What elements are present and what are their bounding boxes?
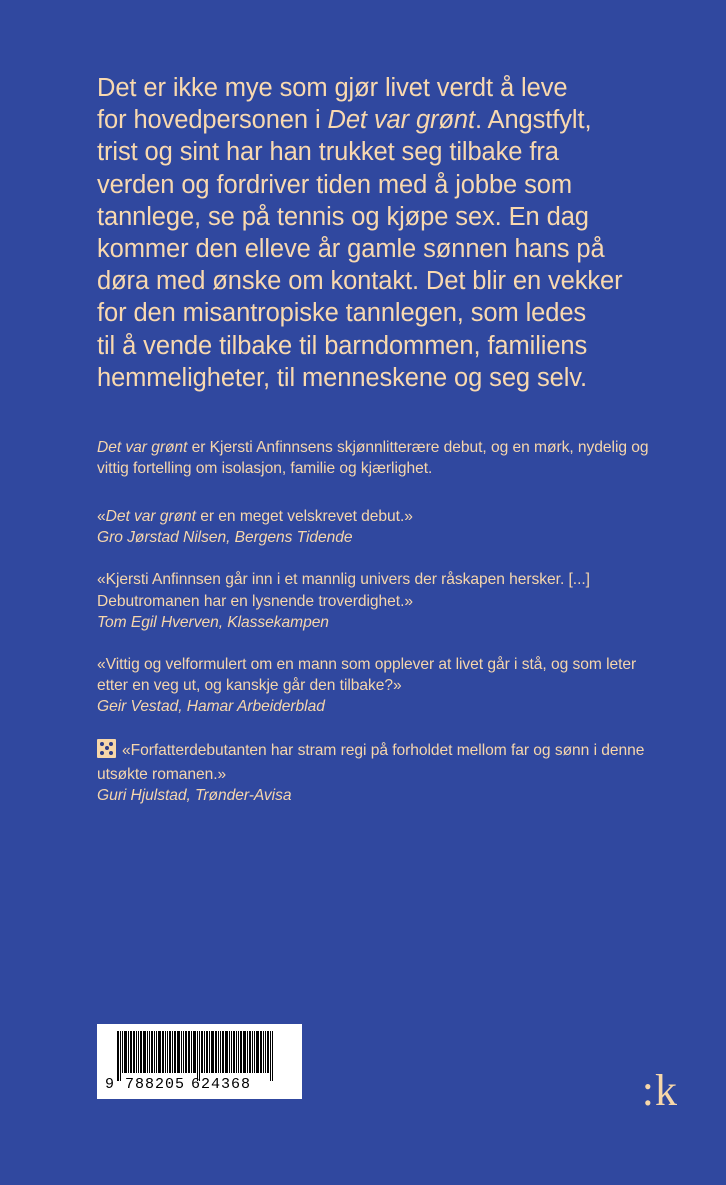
isbn-group-1: 788205: [125, 1076, 186, 1093]
review-quote-2: [97, 569, 663, 633]
blurb-line-4: verden og fordriver tiden med å jobbe som: [97, 170, 572, 199]
author-description-title: Det var grønt: [97, 439, 188, 456]
review-quote-3-body: Vittig og velformulert om en mann som opplever at livet går i stå, og som leter etter en veg ut, og kanskje går den tilbake?»: [97, 656, 637, 695]
blurb-line-5: tannlege, se på tennis og kjøpe sex. En dag: [97, 202, 589, 231]
author-description-text: er Kjersti Anfinnsens skjønnlitterære debut, og en mørk, nydelig og vittig fortelling om isolasjon, familie og kjærlighet.: [97, 439, 649, 478]
quoted-book-title: Det var grønt: [105, 508, 196, 525]
blurb-line-3: trist og sint har han trukket seg tilbake fra: [97, 138, 559, 167]
barcode-icon: [117, 1031, 294, 1073]
review-quote-4-body: Forfatterdebutanten har stram regi på forholdet mellom far og sønn i denne utsøkte romanen.»: [97, 741, 645, 783]
blurb-line-9: til å vende tilbake til barndommen, familiens: [97, 331, 588, 360]
review-quote-1-source: Gro Jørstad Nilsen, Bergens Tidende: [97, 529, 353, 547]
blurb-line-2-prefix: for hovedpersonen i: [97, 106, 328, 135]
quote-mark-open: «: [122, 741, 131, 759]
isbn-barcode: [97, 1024, 302, 1099]
isbn-digit-left: 9: [105, 1076, 116, 1093]
publisher-logo: :k: [641, 1066, 678, 1115]
quote-mark-open: «: [97, 656, 106, 674]
review-quote-1-text: [97, 506, 663, 527]
review-quotes: [97, 506, 663, 806]
book-title-italic: Det var grønt: [327, 106, 475, 135]
quote-mark-open: «: [97, 571, 106, 589]
blurb-line-8: for den misantropiske tannlegen, som ledes: [97, 299, 587, 328]
review-quote-3-text: [97, 654, 663, 696]
blurb-line-2-suffix: . Angstfylt,: [475, 106, 592, 135]
isbn-group-2: 624368: [191, 1076, 252, 1093]
review-quote-2-source: Tom Egil Hverven, Klassekampen: [97, 613, 329, 631]
review-quote-3: [97, 654, 663, 718]
review-quote-1: [97, 506, 663, 548]
isbn-digits: [105, 1076, 294, 1093]
review-quote-4-text: [97, 739, 663, 785]
review-quote-2-text: [97, 569, 663, 611]
blurb-line-1: Det er ikke mye som gjør livet verdt å leve: [97, 74, 568, 102]
review-quote-2-body: Kjersti Anfinnsen går inn i et mannlig univers der råskapen hersker. [...] Debutromanen har en lysnende troverdighet.»: [97, 571, 590, 610]
review-quote-4-source: Guri Hjulstad, Trønder-Avisa: [97, 787, 292, 805]
blurb-line-6: kommer den elleve år gamle sønnen hans på: [97, 235, 605, 264]
author-description: [97, 437, 659, 479]
die-five-icon: [97, 739, 116, 764]
blurb-line-7: døra med ønske om kontakt. Det blir en vekker: [97, 267, 623, 296]
review-quote-1-body: er en meget velskrevet debut.»: [195, 508, 413, 525]
book-blurb: [97, 72, 657, 394]
review-quote-4: [97, 739, 663, 807]
blurb-line-10: hemmeligheter, til menneskene og seg selv.: [97, 363, 588, 392]
review-quote-3-source: Geir Vestad, Hamar Arbeiderblad: [97, 698, 325, 716]
quote-mark-open: «: [97, 508, 106, 525]
